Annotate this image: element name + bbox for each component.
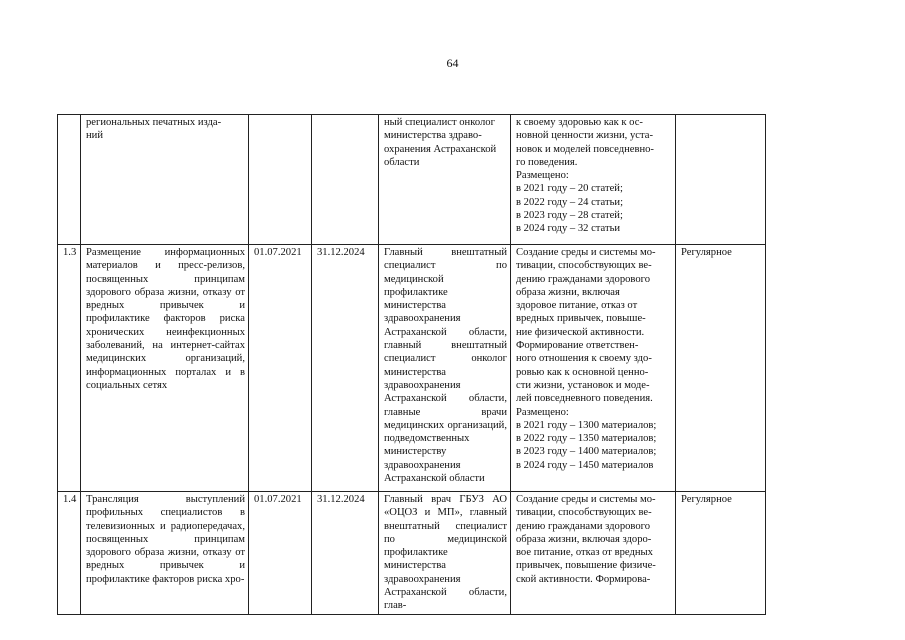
result-line: ного отношения к своему здо- <box>516 353 652 365</box>
measure-name: Размещение информационных материалов и пресс-релизов, посвященных принципам здорового образа жизни, отказу от вредных привычек и профилактике факторов риска хронических неинфекционных заболеваний, на интернет-сайтах медицинских организаций, информационных порталах и в социальных сетях <box>81 245 249 492</box>
table-row <box>58 115 766 245</box>
result-line: в 2023 году – 28 статей; <box>516 210 623 222</box>
result-line: ской активности. Формирова- <box>516 573 651 585</box>
row-number <box>58 115 81 245</box>
result-line: образа жизни, включая здоро- <box>516 533 652 545</box>
frequency: Регулярное <box>676 245 766 492</box>
result-line: дению гражданами здорового <box>516 520 651 532</box>
result-line: к своему здоровью как к ос- <box>516 117 643 128</box>
result-line: Размещено: <box>516 170 569 182</box>
end-date: 31.12.2024 <box>312 492 379 615</box>
result-line: образа жизни, включая <box>516 286 620 298</box>
responsible-executor: Главный внештатный специалист по медицинской профилактике министерства здравоохранения Астраханской области, главный внештатный специалист онколог министерства здравоохранения Астраханской области, главные врачи медицинских организаций, подведомственных министерству здравоохранения Астраханской области <box>379 245 511 492</box>
start-date: 01.07.2021 <box>249 245 312 492</box>
result-line: лей повседневного поведения. <box>516 393 653 405</box>
result-line: здоровое питание, отказ от <box>516 300 638 312</box>
result-line: Формирование ответствен- <box>516 340 639 352</box>
result-line: го поведения. <box>516 156 578 168</box>
result-line: Размещено: <box>516 406 569 418</box>
result-line: Создание среды и системы мо- <box>516 494 656 505</box>
responsible-executor: ный специалист онколог министерства здраво- охранения Астраханской области <box>379 115 511 245</box>
table-row <box>58 492 766 615</box>
responsible-executor: Главный врач ГБУЗ АО «ОЦОЗ и МП», главный внештатный специалист по медицинской профилактике министерства здравоохранения Астраханской области, глав- <box>379 492 511 615</box>
end-date <box>312 115 379 245</box>
result-line: в 2024 году – 32 статьи <box>516 223 621 235</box>
result-line: в 2021 году – 1300 материалов; <box>516 419 657 431</box>
table-row <box>58 245 766 492</box>
result-line: в 2023 году – 1400 материалов; <box>516 446 657 458</box>
expected-result <box>511 115 676 245</box>
frequency <box>676 115 766 245</box>
page-number: 64 <box>446 56 459 70</box>
result-line: вредных привычек, повыше- <box>516 313 646 325</box>
result-line: ровью как к основной ценно- <box>516 366 649 378</box>
result-line: в 2024 году – 1450 материалов <box>516 459 654 471</box>
result-line: ние физической активности. <box>516 326 645 338</box>
expected-result <box>511 245 676 492</box>
row-number: 1.3 <box>58 245 81 492</box>
result-line: в 2022 году – 1350 материалов; <box>516 433 657 445</box>
end-date: 31.12.2024 <box>312 245 379 492</box>
result-line: тивации, способствующих ве- <box>516 260 652 272</box>
start-date <box>249 115 312 245</box>
frequency: Регулярное <box>676 492 766 615</box>
result-line: тивации, способствующих ве- <box>516 507 652 519</box>
result-line: в 2022 году – 24 статьи; <box>516 196 624 208</box>
result-line: новок и моделей повседневно- <box>516 143 654 155</box>
measures-table <box>57 114 766 615</box>
result-line: дению гражданами здорового <box>516 273 651 285</box>
result-line: привычек, повышение физиче- <box>516 560 656 572</box>
measure-name: Трансляция выступлений профильных специалистов в телевизионных и радиопередачах, посвященных принципам здорового образа жизни, отказу от вредных привычек и профилактике факторов риска хро- <box>81 492 249 615</box>
result-line: сти жизни, установок и моде- <box>516 379 650 391</box>
expected-result <box>511 492 676 615</box>
result-line: Создание среды и системы мо- <box>516 247 656 258</box>
measure-name: региональных печатных изда- ний <box>81 115 249 245</box>
start-date: 01.07.2021 <box>249 492 312 615</box>
result-line: новной ценности жизни, уста- <box>516 130 653 142</box>
result-line: в 2021 году – 20 статей; <box>516 183 623 195</box>
row-number: 1.4 <box>58 492 81 615</box>
result-line: вое питание, отказ от вредных <box>516 547 653 559</box>
